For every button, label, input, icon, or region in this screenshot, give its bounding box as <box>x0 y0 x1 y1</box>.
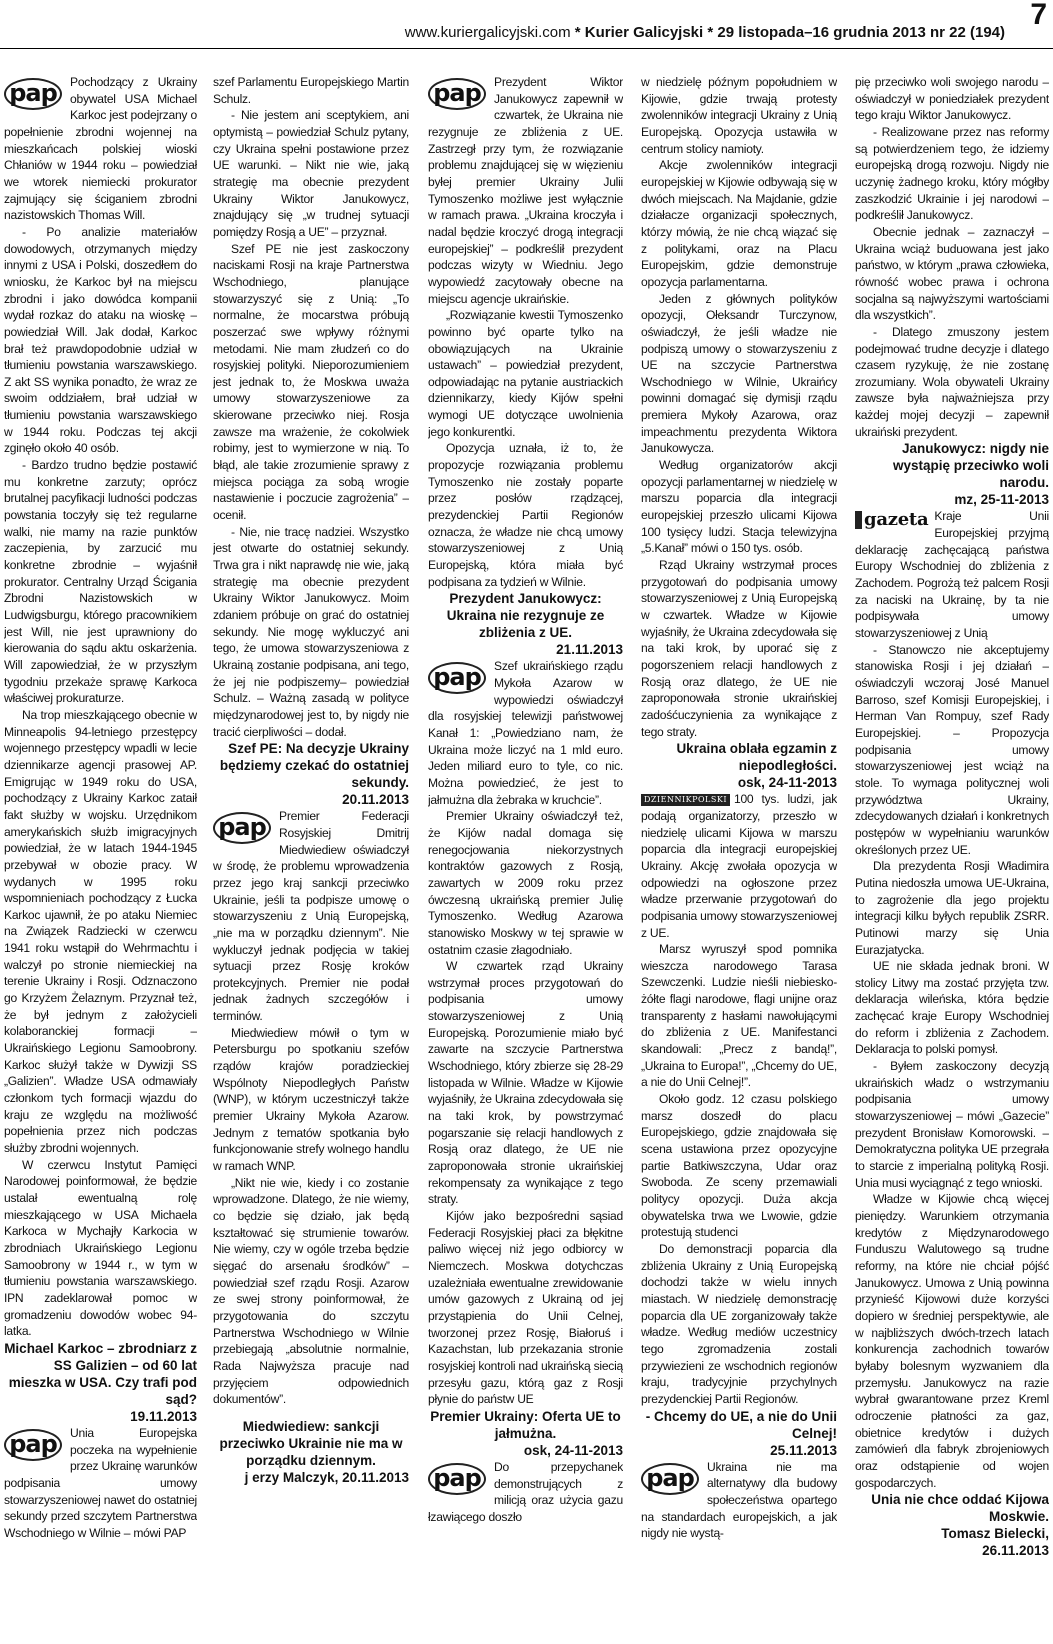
article-paragraph: - Dlatego zmuszony jestem podejmować trudne decyzje i dlatego czasem ryzykuję, że nie zostanę zrozumiany. Wola obywateli Ukrainy zawsze była najważniejsza przy każdej mojej decyzji – zapewnił ukraiński prezydent. <box>855 324 1049 439</box>
article-paragraph: Opozycja uznała, iż to, że propozycje rozwiązania problemu Tymoszenko nie zostały poparte przez posłów rządzącej, prezydenckiej Partii Regionów oznacza, że władze nie chcą umowy stowarzyszeniowej z Unią Europejską, która miała być podpisana za tydzień w Wilnie. <box>428 441 623 589</box>
article-paragraph: Marsz wyruszył spod pomnika wieszcza narodowego Tarasa Szewczenki. Ludzie nieśli niebiesko-żółte flagi narodowe, flagi unijne oraz transparenty z hasłami nawołującymi do zbliżenia z UE. Manifestanci skandowali: „Precz z bandą!”, „Ukraina to Europa!”, „Chcemy do UE, a nie do Unii Celnej!”. <box>641 942 837 1090</box>
article-paragraph: pię przeciwko woli swojego narodu – oświadczył w poniedziałek prezydent tego kraju Wiktor Janukowycz. <box>855 75 1049 123</box>
article-headline: Prezydent Janukowycz: Ukraina nie rezygnuje ze zbliżenia z UE. <box>446 591 605 641</box>
article-paragraph: Akcje zwolenników integracji europejskiej w Kijowie odbywają się w dwóch miejscach. Na Majdanie, gdzie działacze organizacji społecznych, którzy mówią, że nie chcą wiązać się z politykami, oraz na Placu Europejskim, gdzie demonstruje opozycja parlamentarna. <box>641 158 837 289</box>
pap-logo: pap <box>4 76 64 114</box>
article-paragraph: - Nie, nie tracę nadziei. Wszystko jest otwarte do ostatniej sekundy. Trwa gra i nikt naprawdę nie wie, jaką strategię ma obecnie prezydent Ukrainy Wiktor Janukowycz. Moim zdaniem próbuje on grać do ostatniej sekundy. Nie mogę wykluczyć ani tego, że umowa stowarzyszeniowa z Ukrainą zostanie podpisana, ani tego, że jej nie podpiszemy– powiedział Schulz. – Ważną zasadą w polityce międzynarodowej jest to, by nigdy nie tracić cierpliwości – dodał. <box>213 524 409 739</box>
page-header <box>0 0 1053 49</box>
column-3 <box>428 74 623 1644</box>
article-paragraph: Obecnie jednak – zaznaczył – Ukraina wciąż buduowana jest jako państwo, w którym „prawa człowieka, równość wobec prawa i ochrona socjalna są najwyższymi wartościami dla wszystkich”. <box>855 224 1049 323</box>
article-paragraph: DZIENNIKPOLSKI 100 tys. ludzi, jak podają organizatorzy, przeszło w niedzielę ulicami Kijowa w marszu poparcia dla integracji europejskiej Ukrainy. Akcję zwołała opozycja w odpowiedzi na ogłoszone przez władze przerwanie przygotowań do podpisania umowy stowarzyszeniowej z UE. <box>641 792 837 940</box>
article-paragraph: Do demonstracji poparcia dla zbliżenia Ukrainy z Unią Europejską dochodzi także w wielu innych miastach. W niedzielę demonstrację poparcia dla UE zorganizowały także władze. Według mediów uczestnicy tego zgromadzenia zostali przywiezieni ze wschodnich regionów kraju, tradycyjnie przychylnych prezydenckiej Partii Regionów. <box>641 1241 837 1406</box>
article-paragraph: Szef PE nie jest zaskoczony naciskami Rosji na kraje Partnerstwa Wschodniego, planujące stowarzyszyć się z Unią: „To normalne, że mocarstwa próbują poszerzać swe wpływy różnymi metodami. Nie mam złudzeń co do rosyjskiej polityki. Nieporozumieniem jest jednak to, że Moskwa uważa umowy stowarzyszeniowe za skierowane przeciwko niej. Rosja zawsze ma wrażenie, że cokolwiek robimy, jest to wymierzone w nią. To błąd, ale takie zrozumienie sprawy z miejsca pociąga za sobą wrogie nastawienie i poczucie zagrożenia” – ocenił. <box>213 241 409 523</box>
article-headline: Unia nie chce oddać Kijowa Moskwie. <box>871 1492 1049 1525</box>
column-1 <box>4 74 197 1644</box>
article-paragraph: - Po analizie materiałów dowodowych, otrzymanych między innymi z USA i Polski, doszedłem do wniosku, że Karkoc był na miejscu zbrodni i jako dowódca kompanii wydał rozkaz do ataku na wioskę – powiedział Will. Jak dodał, Karkoc brał też prawdopodobnie udział w tłumieniu powstania warszawskiego. Z akt SS wynika ponadto, że wraz ze swoim oddziałem, brał udział w tłumieniu powstania warszawskiego w 1944 roku. Podczas tej akcji zginęło około 40 osób. <box>4 224 197 456</box>
column-4 <box>641 74 837 1644</box>
pap-logo: pap <box>428 76 488 114</box>
article-paragraph: „Nikt nie wie, kiedy i co zostanie wprowadzone. Dlatego, że nie wiemy, co będzie się działo, jak będą kształtować się strumienie towarów. Nie wiemy, czy w ogóle trzeba będzie sięgać do arsenału środków” – powiedział szef rządu Rosji. Azarow ze swej strony poinformował, że przygotowania do szczytu Partnerstwa Wschodniego w Wilnie przebiegają „absolutnie normalnie, Rada Najwyższa pracuje nad przyjęciem odpowiednich dokumentów”. <box>213 1175 409 1407</box>
column-5 <box>855 74 1049 1644</box>
masthead-issue: * Kurier Galicyjski * 29 listopada–16 grudnia 2013 nr 22 (194) <box>570 24 1005 41</box>
article-paragraph: Około godz. 12 czasu polskiego marsz doszedł do placu Europejskiego, gdzie znajdowała się scena ustawiona przez opozycyjne partie Batkiwszczyna, Udar oraz Swoboda. Ze sceny przemawiali politycy opozycji. Duża akcja obywatelska trwa we Lwowie, gdzie protestują studenci <box>641 1092 837 1240</box>
article-paragraph: Rząd Ukrainy wstrzymał proces przygotowań do podpisania umowy stowarzyszeniowej z Unią Europejską w czwartek. Władze w Kijowie wyjaśniły, że Ukraina zdecydowała się na taki krok, by uporać się z pogorszeniem relacji handlowych z Rosją oraz dlatego, że UE nie zaproponowała stronie ukraińskiej zadośćuczynienia za wynikające z tego straty. <box>641 558 837 739</box>
article-paragraph: Miedwiediew mówił o tym w Petersburgu po spotkaniu szefów rządów krajów poradzieckiej Wspólnoty Niepodległych Państw (WNP), w którym uczestniczył także premier Ukrainy Mykoła Azarow. Jednym z tematów spotkania było funkcjonowanie strefy wolnego handlu w ramach WNP. <box>213 1025 409 1174</box>
article-paragraph: Dla prezydenta Rosji Władimira Putina niedoszła umowa UE-Ukraina, to zagrożenie dla jego projektu integracji kilku byłych republik ZSRR. Putinowi marzy się Unia Eurazjatycka. <box>855 859 1049 957</box>
article-source: Tomasz Bielecki, 26.11.2013 <box>941 1526 1049 1559</box>
article-paragraph: W czerwcu Instytut Pamięci Narodowej poinformował, że będzie ustalał ewentualną rolę mieszkającego w USA Michaela Karkoca w Mychajły Karkocia w zbrodniach Ukraińskiego Legionu Samoobrony w 1944 r., w tym w tłumieniu powstania warszawskiego. IPN zadeklarował pomoc w gromadzeniu dowodów wobec 94-latka. <box>4 1157 197 1339</box>
pap-logo: pap <box>428 1461 488 1499</box>
article-paragraph: Szef ukraińskiego rządu Mykoła Azarow w wypowiedzi oświadczył dla rosyjskiej telewizji państwowej Kanał 1: „Powiedziano nam, że Ukraina może liczyć na 1 mld euro. Jeden miliard euro to tyle, co nic. Można powiedzieć, że jest to jałmużna dla żebraka w kruchcie”. <box>428 659 623 807</box>
page-number: 7 <box>1030 0 1047 31</box>
article-paragraph: Premier Ukrainy oświadczył też, że Kijów nadal domaga się renegocjowania niekorzystnych kontraktów gazowych z Rosją, zawartych w 2009 roku przez ówczesną ukraińską premier Julię Tymoszenko. Według Azarowa stanowisko Moskwy w tej sprawie w ostatnim czasie złagodniało. <box>428 809 623 957</box>
article-headline: Premier Ukrainy: Oferta UE to jałmużna. <box>430 1408 621 1441</box>
article-paragraph: - Nie jestem ani sceptykiem, ani optymistą – powiedział Schulz pytany, czy Ukraina spełni postawione przez UE warunki. – Nikt nie wie, jaką strategię ma obecnie prezydent Ukrainy Wiktor Janukowycz, znajdujący się „w trudnej sytuacji pomiędzy Rosją a UE” – przyznał. <box>213 108 409 239</box>
article-date: 19.11.2013 <box>130 1408 197 1424</box>
article-paragraph: Władze w Kijowie chcą więcej pieniędzy. Warunkiem otrzymania kredytów z Międzynarodowego Funduszu Walutowego są trudne reformy, na które nie chciał pójść Janukowycz. Umowa z Unią powinna przynieść Kijowowi duże korzyści dopiero w średniej perspektywie, ale w najbliższych dwóch-trzech latach konkurencja zachodnich towarów byłaby bolesnym wyzwaniem dla przemysłu. Janukowycz na razie wybrał gwarantowane przez Kreml odroczenie płatności za gaz, obietnice kredytów i dużych zamówień dla fabryk zbrojeniowych oraz odstąpienie od wojen gospodarczych. <box>855 1192 1049 1490</box>
article-paragraph: Prezydent Wiktor Janukowycz zapewnił w czwartek, że Ukraina nie rezygnuje ze zbliżenia z UE. Zastrzegł przy tym, że rozwiązanie problemu znajdującej się w więzieniu byłej premier Ukrainy Julii Tymoszenko możliwe jest wyłącznie w ramach prawa. „Ukraina kroczyła i nadal będzie kroczyć drogą integracji europejskiej” – podkreślił prezydent podczas wizyty w Wiedniu. Jego wypowiedź zacytowały obecne na miejscu agencje ukraińskie. <box>428 75 623 306</box>
article-source: osk, 24-11-2013 <box>523 1442 623 1458</box>
article-paragraph: - Stanowczo nie akceptujemy stanowiska Rosji i jej działań – oświadczyli wczoraj José Manuel Barroso, szef Komisji Europejskiej, i Herman Van Rompuy, szef Rady Europejskiej. – Propozycja podpisania umowy stowarzyszeniowej jest wciąż na stole. To wymaga politycznej woli przywództwa Ukrainy, zdecydowanych działań i konkretnych postępów w wypełnianiu warunków określonych przez UE. <box>855 642 1049 857</box>
article-date: 25.11.2013 <box>770 1442 837 1458</box>
column-2 <box>213 74 409 1644</box>
article-paragraph: Do przepychanek demonstrujących z milicją oraz użycia gazu łzawiącego doszło <box>428 1459 623 1524</box>
gazeta-logo: gazeta <box>855 511 928 529</box>
dziennik-polski-logo: DZIENNIKPOLSKI <box>641 794 730 806</box>
site-url[interactable]: www.kuriergalicyjski.com <box>404 24 571 41</box>
pap-logo: pap <box>213 810 273 848</box>
masthead-line <box>405 24 1005 41</box>
article-paragraph: - Realizowane przez nas reformy są potwierdzeniem tego, że idziemy europejską drogą rozwoju. Nigdy nie uczynię żadnego kroku, który mógłby zaszkodzić Ukrainie i jej narodowi – podkreślił Janukowycz. <box>855 124 1049 223</box>
article-headline: Ukraina oblała egzamin z niepodległości. <box>676 741 837 774</box>
article-source: j erzy Malczyk, 20.11.2013 <box>244 1469 409 1485</box>
article-paragraph: - Byłem zaskoczony decyzją ukraińskich władz o wstrzymaniu podpisania umowy stowarzyszeniowej – mówi „Gazecie” prezydent Bronisław Komorowski. – Demokratyczna polityka UE przegrała to starcie z imperialną polityką Rosji. Unia musi wyciągnąć z tego wnioski. <box>855 1059 1049 1190</box>
article-paragraph: UE nie składa jednak broni. W stolicy Litwy ma zostać przyjęta tzw. deklaracja wileńska, która będzie zachęcać kraje Europy Wschodniej do reform i zbliżenia z Zachodem. Deklaracja to polski pomysł. <box>855 959 1049 1057</box>
article-paragraph: - Bardzo trudno będzie postawić mu konkretne zarzuty; oprócz brutalnej pacyfikacji ludności podczas powstania toczyły się też regularne walki, nie mamy na razie punktów zaczepienia, by zarzucić mu konkretne zbrodnie – wyjaśnił prokurator. Centralny Urząd Ścigania Zbrodni Nazistowskich w Ludwigsburgu, którego pracownikiem jest Will, nie jest uprawniony do kierowania do sądu aktu oskarżenia. Will zapowiedział, że w przyszłym tygodniu przekaże sprawę Karkoca właściwej prokuraturze. <box>4 458 197 706</box>
article-paragraph: Unia Europejska poczeka na wypełnienie przez Ukrainę warunków podpisania umowy stowarzyszeniowej nawet do ostatniej sekundy przed szczytem Partnerstwa Wschodniego w Wilnie – mówi PAP <box>4 1425 197 1540</box>
article-date: 20.11.2013 <box>342 792 409 808</box>
article-headline: - Chcemy do UE, a nie do Unii Celnej! <box>645 1408 837 1441</box>
article-paragraph: Według organizatorów akcji opozycji parlamentarnej w niedzielę w marszu poparcia dla integracji europejskiej przeszło ulicami Kijowa 100 tysięcy ludzi. Stacja telewizyjna „5.Kanał” mówi o 150 tys. osób. <box>641 458 837 556</box>
article-headline: Szef PE: Na decyzje Ukrainy będziemy czekać do ostatniej sekundy. <box>219 741 409 791</box>
article-paragraph: w niedzielę późnym popołudniem w Kijowie, gdzie trwają protesty zwolenników integracji Ukrainy z Unią Europejską. Opozycja ustawiła w centrum stolicy namioty. <box>641 75 837 156</box>
pap-logo: pap <box>641 1461 701 1499</box>
article-paragraph: „Rozwiązanie kwestii Tymoszenko powinno być oparte tylko na obowiązujących na Ukrainie ustawach” – powiedział prezydent, odpowiadając na pytanie austriackich dziennikarzy, kiedy Kijów spełni wymogi UE dotyczące uwolnienia jego konkurentki. <box>428 308 623 439</box>
pap-logo: pap <box>4 1427 64 1465</box>
article-source: osk, 24-11-2013 <box>737 775 837 791</box>
article-paragraph: Na trop mieszkającego obecnie w Minneapolis 94-letniego przestępcy wojennego przestępcy wpadli w lecie dziennikarze agencji prasowej AP. Emigrując w 1949 roku do USA, pochodzący z Ukrainy Karkoc zataił fakt służby w wojsku. Urzędnikom amerykańskich służb imigracyjnych powiedział, że w latach 1944-1945 przebywał w obozie pracy. W wydanych w 1995 roku wspomnieniach pochodzący z Łucka Karkoc ujawnił, że po ataku Niemiec na Związek Radziecki w czerwcu 1941 roku wstąpił do Wehrmachtu i walczył po stronie niemieckiej na terenie Ukrainy i Rosji. Odznaczono go Krzyżem Żelaznym. Przyznał też, że był jednym z założycieli kolaboranckiej formacji – Ukraińskiego Legionu Samoobrony. Karkoc służył także w Dywizji SS „Galizien”. Władze USA odmawiały członkom tych formacji wjazdu do kraju ze względu na możliwość popełnienia przez nich podczas służby zbrodni wojennych. <box>4 707 197 1155</box>
article-paragraph: szef Parlamentu Europejskiego Martin Schulz. <box>213 75 409 106</box>
article-paragraph: Kijów jako bezpośredni sąsiad Federacji Rosyjskiej płaci za błękitne paliwo więcej niż jego odbiorcy w Niemczech. Moskwa dotychczas uzależniała ewentualne zrewidowanie umów gazowych z Ukrainą od jej przystąpienia do Unii Celnej, tworzonej przez Rosję, Białoruś i Kazachstan, lub przekazania stronie rosyjskiej kontroli nad ukraińską siecią przesyłu gazu, którą gaz z Rosji płynie do państw UE <box>428 1209 623 1407</box>
article-headline: Janukowycz: nigdy nie wystąpię przeciwko woli narodu. <box>892 441 1049 491</box>
article-paragraph: Pochodzący z Ukrainy obywatel USA Michael Karkoc jest podejrzany o popełnienie zbrodni wojennej na mieszkańcach polskiej wioski Chłaniów w 1944 roku – powiedział we wtorek niemiecki prokurator zajmujący się ściganiem zbrodni nazistowskich Thomas Will. <box>4 75 197 223</box>
article-paragraph: Kraje Unii Europejskiej przyjmą deklarację zachęcającą państwa Europy Wschodniej do zbliżenia z Zachodem. Pogrożą też palcem Rosji za naciski na Ukrainę, by ta nie podpisywała umowy stowarzyszeniowej z Unią <box>855 509 1049 641</box>
article-date: 21.11.2013 <box>556 642 623 658</box>
article-paragraph: Ukraina nie ma alternatywy dla budowy społeczeństwa opartego na standardach europejskich, a jak nigdy nie wystą- <box>641 1459 837 1541</box>
article-paragraph: W czwartek rząd Ukrainy wstrzymał proces przygotowań do podpisania umowy stowarzyszeniowej z Unią Europejską. Porozumienie miało być zawarte na szczycie Partnerstwa Wschodniego, który zbierze się 28-29 listopada w Wilnie. Władze w Kijowie wyjaśniły, że Ukraina zdecydowała się na taki krok, by powstrzymać pogarszanie się relacji handlowych z Rosją oraz dlatego, że UE nie zaproponowała stronie ukraińskiej rekompensaty za wynikające z tego straty. <box>428 959 623 1207</box>
article-columns <box>0 74 1053 1644</box>
article-headline: Miedwiediew: sankcji przeciwko Ukrainie nie ma w porządku dziennym. <box>219 1418 403 1468</box>
pap-logo: pap <box>428 660 488 698</box>
article-paragraph: Premier Federacji Rosyjskiej Dmitrij Miedwiediew oświadczył w środę, że problemu wprowadzenia przez jego kraj sankcji przeciwko Ukrainie, jeśli ta podpisze umowę o stowarzyszeniu z Unią Europejską, „nie ma w porządku dziennym”. Nie wykluczył jednak podjęcia w takiej sytuacji przez Rosję kroków protekcyjnych. Premier nie podał jednak żadnych szczegółów i terminów. <box>213 809 409 1024</box>
article-source: mz, 25-11-2013 <box>954 492 1049 508</box>
article-headline: Michael Karkoc – zbrodniarz z SS Galizien – od 60 lat mieszka w USA. Czy trafi pod sąd? <box>4 1340 197 1407</box>
article-paragraph: Jeden z głównych polityków opozycji, Ołeksandr Turczynow, oświadczył, że jeśli władze nie podpiszą umowy o stowarzyszeniu z UE na szczycie Partnerstwa Wschodniego w Wilnie, Ukraińcy powinni domagać się dymisji rządu premiera Mykoły Azarowa, oraz impeachmentu prezydenta Wiktora Janukowycza. <box>641 291 837 456</box>
